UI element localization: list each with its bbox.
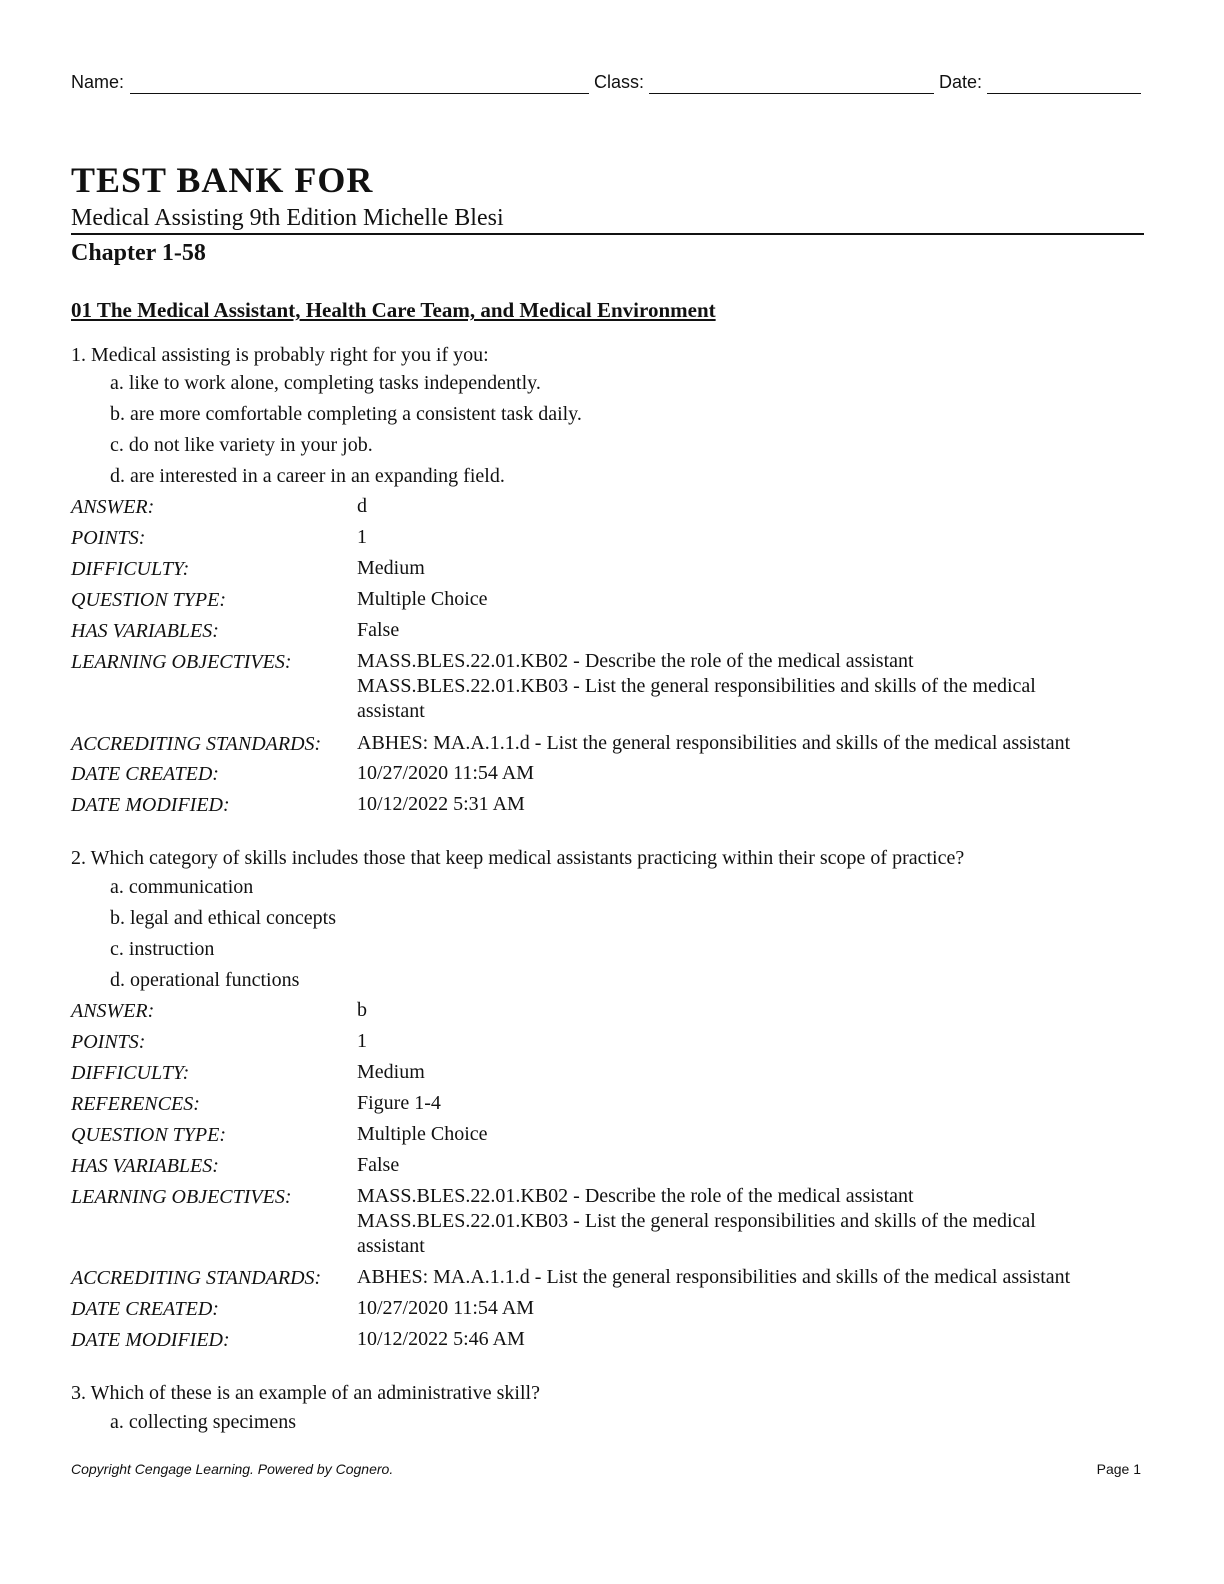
learning-objective-line: MASS.BLES.22.01.KB02 - Describe the role of the medical assistant (357, 1185, 914, 1207)
answer-option-d: d. are interested in a career in an expanding field. (110, 465, 505, 487)
question-type-value: Multiple Choice (357, 588, 488, 610)
answer-label: ANSWER: (71, 496, 155, 518)
has-variables-value: False (357, 619, 400, 641)
learning-objectives-label: LEARNING OBJECTIVES: (71, 651, 292, 673)
date-created-value: 10/27/2020 11:54 AM (357, 1297, 535, 1319)
answer-option-a: a. collecting specimens (110, 1411, 297, 1433)
date-modified-value: 10/12/2022 5:31 AM (357, 793, 525, 815)
references-label: REFERENCES: (71, 1093, 200, 1115)
answer-value: b (357, 999, 367, 1021)
learning-objective-line: MASS.BLES.22.01.KB03 - List the general responsibilities and skills of the medical (357, 675, 1036, 697)
answer-label: ANSWER: (71, 1000, 155, 1022)
document-title: TEST BANK FOR (71, 160, 374, 200)
difficulty-label: DIFFICULTY: (71, 1062, 190, 1084)
chapter-heading: Chapter 1-58 (71, 240, 206, 266)
points-label: POINTS: (71, 527, 146, 549)
accrediting-standards-label: ACCREDITING STANDARDS: (71, 733, 322, 755)
question-type-label: QUESTION TYPE: (71, 1124, 227, 1146)
references-value: Figure 1-4 (357, 1092, 441, 1114)
accrediting-standards-label: ACCREDITING STANDARDS: (71, 1267, 322, 1289)
answer-option-c: c. instruction (110, 938, 215, 960)
answer-option-a: a. like to work alone, completing tasks independently. (110, 372, 541, 394)
learning-objectives-label: LEARNING OBJECTIVES: (71, 1186, 292, 1208)
has-variables-label: HAS VARIABLES: (71, 620, 219, 642)
question-stem: 2. Which category of skills includes those that keep medical assistants practicing within their scope of practice? (71, 847, 965, 869)
learning-objective-line: MASS.BLES.22.01.KB03 - List the general responsibilities and skills of the medical (357, 1210, 1036, 1232)
difficulty-value: Medium (357, 1061, 425, 1083)
class-blank-line (649, 93, 934, 94)
name-label: Name: (71, 72, 125, 92)
learning-objective-line: assistant (357, 700, 425, 722)
answer-option-b: b. legal and ethical concepts (110, 907, 337, 929)
question-stem: 1. Medical assisting is probably right for you if you: (71, 344, 489, 366)
answer-option-d: d. operational functions (110, 969, 300, 991)
copyright-footer: Copyright Cengage Learning. Powered by Cognero. (71, 1461, 394, 1477)
question-stem: 3. Which of these is an example of an administrative skill? (71, 1382, 540, 1404)
question-type-value: Multiple Choice (357, 1123, 488, 1145)
date-created-value: 10/27/2020 11:54 AM (357, 762, 535, 784)
difficulty-label: DIFFICULTY: (71, 558, 190, 580)
date-modified-value: 10/12/2022 5:46 AM (357, 1328, 525, 1350)
has-variables-value: False (357, 1154, 400, 1176)
points-value: 1 (357, 526, 367, 548)
date-label: Date: (939, 72, 983, 92)
answer-option-a: a. communication (110, 876, 254, 898)
class-label: Class: (594, 72, 645, 92)
accrediting-standards-value: ABHES: MA.A.1.1.d - List the general responsibilities and skills of the medical assistant (357, 1266, 1071, 1288)
section-heading: 01 The Medical Assistant, Health Care Team, and Medical Environment (71, 298, 716, 322)
difficulty-value: Medium (357, 557, 425, 579)
answer-option-c: c. do not like variety in your job. (110, 434, 373, 456)
answer-option-b: b. are more comfortable completing a consistent task daily. (110, 403, 582, 425)
name-blank-line (130, 93, 589, 94)
date-created-label: DATE CREATED: (71, 1298, 219, 1320)
date-modified-label: DATE MODIFIED: (71, 1329, 230, 1351)
points-value: 1 (357, 1030, 367, 1052)
date-blank-line (987, 93, 1141, 94)
accrediting-standards-value: ABHES: MA.A.1.1.d - List the general responsibilities and skills of the medical assistant (357, 732, 1071, 754)
document-subtitle: Medical Assisting 9th Edition Michelle Blesi (71, 205, 504, 231)
date-created-label: DATE CREATED: (71, 763, 219, 785)
date-modified-label: DATE MODIFIED: (71, 794, 230, 816)
answer-value: d (357, 495, 367, 517)
learning-objective-line: assistant (357, 1235, 425, 1257)
learning-objective-line: MASS.BLES.22.01.KB02 - Describe the role of the medical assistant (357, 650, 914, 672)
points-label: POINTS: (71, 1031, 146, 1053)
page-number: Page 1 (1096, 1461, 1141, 1477)
has-variables-label: HAS VARIABLES: (71, 1155, 219, 1177)
title-divider (71, 233, 1144, 235)
question-type-label: QUESTION TYPE: (71, 589, 227, 611)
